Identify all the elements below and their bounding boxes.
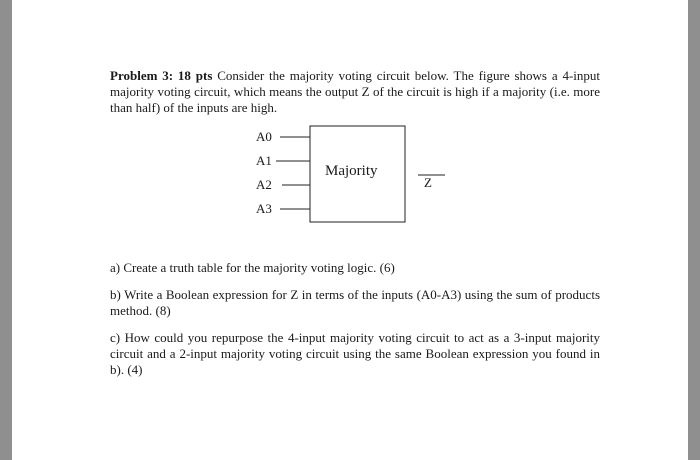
problem-intro: Consider the majority voting circuit below. The figure shows a 4-input majority voting circuit, which means the output Z of the circuit is high if a majority (i.e. more than half) of the inputs are high. [110, 68, 600, 115]
output-label-z: Z [424, 175, 432, 190]
circuit-drawing [110, 126, 600, 234]
question-b: b) Write a Boolean expression for Z in terms of the inputs (A0-A3) using the sum of products method. (8) [110, 287, 600, 318]
question-c: c) How could you repurpose the 4-input majority voting circuit to act as a 3-input majority circuit and a 2-input majority voting circuit using the same Boolean expression you found in b). (4) [110, 330, 600, 377]
document-page [110, 68, 600, 378]
problem-label: Problem 3: 18 pts [110, 68, 213, 83]
input-label-a3: A3 [256, 201, 272, 216]
question-a: a) Create a truth table for the majority voting logic. (6) [110, 260, 395, 275]
right-edge-strip [688, 0, 700, 460]
input-label-a1: A1 [256, 153, 272, 168]
input-label-a2: A2 [256, 177, 272, 192]
left-edge-strip [0, 0, 12, 460]
majority-circuit-diagram [110, 126, 600, 234]
block-label: Majority [325, 163, 378, 179]
input-label-a0: A0 [256, 129, 272, 144]
problem-statement [110, 68, 600, 116]
